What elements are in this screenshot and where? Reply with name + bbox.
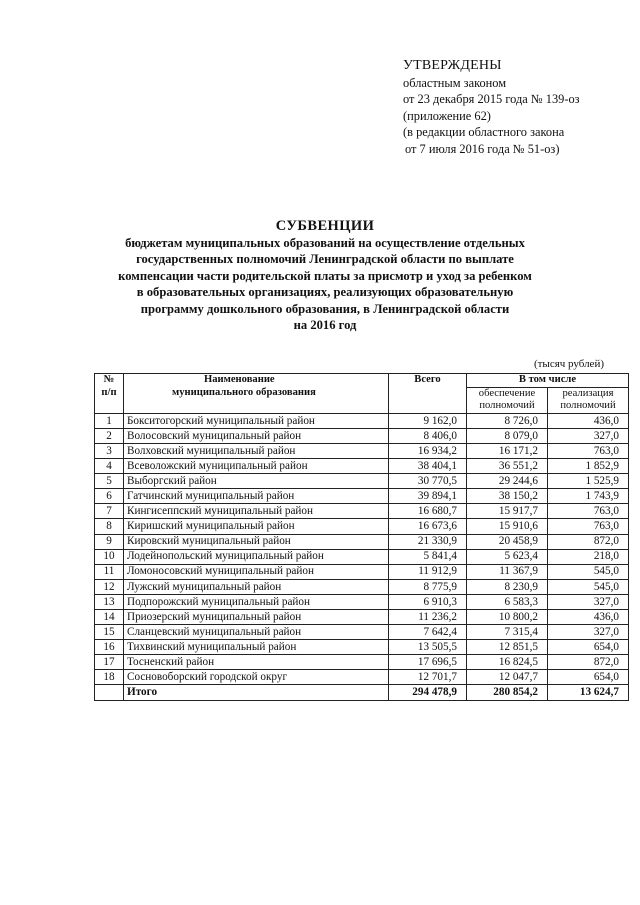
cell-name: Волховский муниципальный район — [124, 443, 389, 458]
total-row — [95, 685, 629, 700]
table-row — [95, 640, 629, 655]
table-row — [95, 655, 629, 670]
cell-realization: 327,0 — [548, 594, 629, 609]
cell-realization: 1 743,9 — [548, 489, 629, 504]
cell-total: 8 775,9 — [389, 579, 467, 594]
table-row — [95, 625, 629, 640]
cell-num: 1 — [95, 413, 124, 428]
cell-realization: 436,0 — [548, 413, 629, 428]
cell-realization: 327,0 — [548, 428, 629, 443]
cell-num: 18 — [95, 670, 124, 685]
total-cell-total: 294 478,9 — [389, 685, 467, 700]
header-num: № п/п — [95, 374, 124, 414]
cell-num: 14 — [95, 610, 124, 625]
header-realization: реализация полномочий — [548, 387, 629, 413]
title-main: СУБВЕНЦИИ — [275, 218, 375, 234]
cell-name: Сосновоборский городской округ — [124, 670, 389, 685]
cell-realization: 545,0 — [548, 579, 629, 594]
cell-realization: 763,0 — [548, 443, 629, 458]
title-line: в образовательных организациях, реализующих образовательную — [136, 285, 514, 300]
table-row — [95, 670, 629, 685]
cell-realization: 763,0 — [548, 519, 629, 534]
cell-name: Приозерский муниципальный район — [124, 610, 389, 625]
approval-stamp — [403, 58, 623, 158]
table-body — [95, 413, 629, 700]
table-row — [95, 428, 629, 443]
cell-realization: 763,0 — [548, 504, 629, 519]
cell-name: Кингисеппский муниципальный район — [124, 504, 389, 519]
cell-realization: 327,0 — [548, 625, 629, 640]
document-title — [90, 218, 560, 333]
cell-realization: 436,0 — [548, 610, 629, 625]
approval-line: (приложение 62) — [403, 108, 491, 123]
cell-total: 11 912,9 — [389, 564, 467, 579]
approval-line: областным законом — [403, 75, 507, 90]
cell-total: 39 894,1 — [389, 489, 467, 504]
title-line: компенсации части родительской платы за присмотр и уход за ребенком — [118, 268, 532, 283]
cell-total: 38 404,1 — [389, 459, 467, 474]
cell-num: 3 — [95, 443, 124, 458]
cell-name: Сланцевский муниципальный район — [124, 625, 389, 640]
cell-provision: 6 583,3 — [467, 594, 548, 609]
table-row — [95, 519, 629, 534]
table-row — [95, 549, 629, 564]
cell-num: 17 — [95, 655, 124, 670]
cell-total: 16 934,2 — [389, 443, 467, 458]
cell-total: 17 696,5 — [389, 655, 467, 670]
cell-num — [95, 685, 124, 700]
cell-num: 5 — [95, 474, 124, 489]
cell-name: Тихвинский муниципальный район — [124, 640, 389, 655]
cell-realization: 872,0 — [548, 655, 629, 670]
cell-realization: 545,0 — [548, 564, 629, 579]
cell-num: 4 — [95, 459, 124, 474]
cell-num: 9 — [95, 534, 124, 549]
cell-realization: 1 852,9 — [548, 459, 629, 474]
table-row — [95, 579, 629, 594]
units-note: (тысяч рублей) — [533, 358, 604, 370]
cell-num: 2 — [95, 428, 124, 443]
approval-line: от 7 июля 2016 года № 51-оз) — [405, 141, 560, 156]
table-row — [95, 594, 629, 609]
header-name: Наименование муниципального образования — [124, 374, 389, 414]
cell-name: Выборгский район — [124, 474, 389, 489]
table-header-row — [95, 374, 629, 388]
cell-provision: 38 150,2 — [467, 489, 548, 504]
title-line: программу дошкольного образования, в Ленинградской области — [140, 301, 510, 316]
cell-total: 9 162,0 — [389, 413, 467, 428]
table-row — [95, 489, 629, 504]
cell-total: 30 770,5 — [389, 474, 467, 489]
table-row — [95, 534, 629, 549]
cell-provision: 12 047,7 — [467, 670, 548, 685]
cell-provision: 16 824,5 — [467, 655, 548, 670]
cell-provision: 29 244,6 — [467, 474, 548, 489]
cell-provision: 20 458,9 — [467, 534, 548, 549]
cell-name: Тосненский район — [124, 655, 389, 670]
cell-name: Волосовский муниципальный район — [124, 428, 389, 443]
cell-provision: 8 726,0 — [467, 413, 548, 428]
header-provision: обеспечение полномочий — [467, 387, 548, 413]
cell-provision: 8 079,0 — [467, 428, 548, 443]
cell-name: Гатчинский муниципальный район — [124, 489, 389, 504]
cell-realization: 654,0 — [548, 640, 629, 655]
cell-total: 6 910,3 — [389, 594, 467, 609]
cell-total: 16 673,6 — [389, 519, 467, 534]
approval-heading: УТВЕРЖДЕНЫ — [403, 58, 502, 73]
total-cell-realization: 13 624,7 — [548, 685, 629, 700]
subventions-table — [94, 373, 629, 701]
cell-name: Лужский муниципальный район — [124, 579, 389, 594]
cell-provision: 15 910,6 — [467, 519, 548, 534]
cell-provision: 7 315,4 — [467, 625, 548, 640]
cell-name: Ломоносовский муниципальный район — [124, 564, 389, 579]
cell-name: Бокситогорский муниципальный район — [124, 413, 389, 428]
cell-realization: 654,0 — [548, 670, 629, 685]
cell-total: 21 330,9 — [389, 534, 467, 549]
cell-name: Лодейнопольский муниципальный район — [124, 549, 389, 564]
cell-num: 8 — [95, 519, 124, 534]
approval-line: (в редакции областного закона — [403, 125, 565, 140]
table-row — [95, 564, 629, 579]
header-total: Всего — [389, 374, 467, 414]
cell-total: 11 236,2 — [389, 610, 467, 625]
cell-total: 12 701,7 — [389, 670, 467, 685]
table-row — [95, 413, 629, 428]
cell-total: 13 505,5 — [389, 640, 467, 655]
cell-name: Подпорожский муниципальный район — [124, 594, 389, 609]
cell-provision: 36 551,2 — [467, 459, 548, 474]
cell-name: Кировский муниципальный район — [124, 534, 389, 549]
cell-provision: 11 367,9 — [467, 564, 548, 579]
cell-provision: 10 800,2 — [467, 610, 548, 625]
cell-num: 13 — [95, 594, 124, 609]
table-row — [95, 610, 629, 625]
cell-total: 5 841,4 — [389, 549, 467, 564]
total-cell-name: Итого — [124, 685, 389, 700]
header-group: В том числе — [467, 374, 629, 388]
cell-realization: 218,0 — [548, 549, 629, 564]
title-line: бюджетам муниципальных образований на осуществление отдельных — [125, 236, 525, 250]
cell-total: 8 406,0 — [389, 428, 467, 443]
table-row — [95, 504, 629, 519]
cell-num: 12 — [95, 579, 124, 594]
cell-name: Киришский муниципальный район — [124, 519, 389, 534]
cell-name: Всеволожский муниципальный район — [124, 459, 389, 474]
cell-provision: 15 917,7 — [467, 504, 548, 519]
cell-num: 16 — [95, 640, 124, 655]
cell-total: 16 680,7 — [389, 504, 467, 519]
table-row — [95, 474, 629, 489]
cell-provision: 8 230,9 — [467, 579, 548, 594]
cell-num: 15 — [95, 625, 124, 640]
total-cell-provision: 280 854,2 — [467, 685, 548, 700]
cell-total: 7 642,4 — [389, 625, 467, 640]
approval-line: от 23 декабря 2015 года № 139-оз — [403, 92, 580, 107]
cell-num: 6 — [95, 489, 124, 504]
cell-provision: 16 171,2 — [467, 443, 548, 458]
cell-num: 11 — [95, 564, 124, 579]
table-row — [95, 459, 629, 474]
cell-provision: 12 851,5 — [467, 640, 548, 655]
cell-realization: 872,0 — [548, 534, 629, 549]
cell-provision: 5 623,4 — [467, 549, 548, 564]
cell-num: 10 — [95, 549, 124, 564]
title-line: государственных полномочий Ленинградской области по выплате — [136, 252, 514, 267]
cell-realization: 1 525,9 — [548, 474, 629, 489]
cell-num: 7 — [95, 504, 124, 519]
title-line: на 2016 год — [293, 318, 357, 333]
table-row — [95, 443, 629, 458]
